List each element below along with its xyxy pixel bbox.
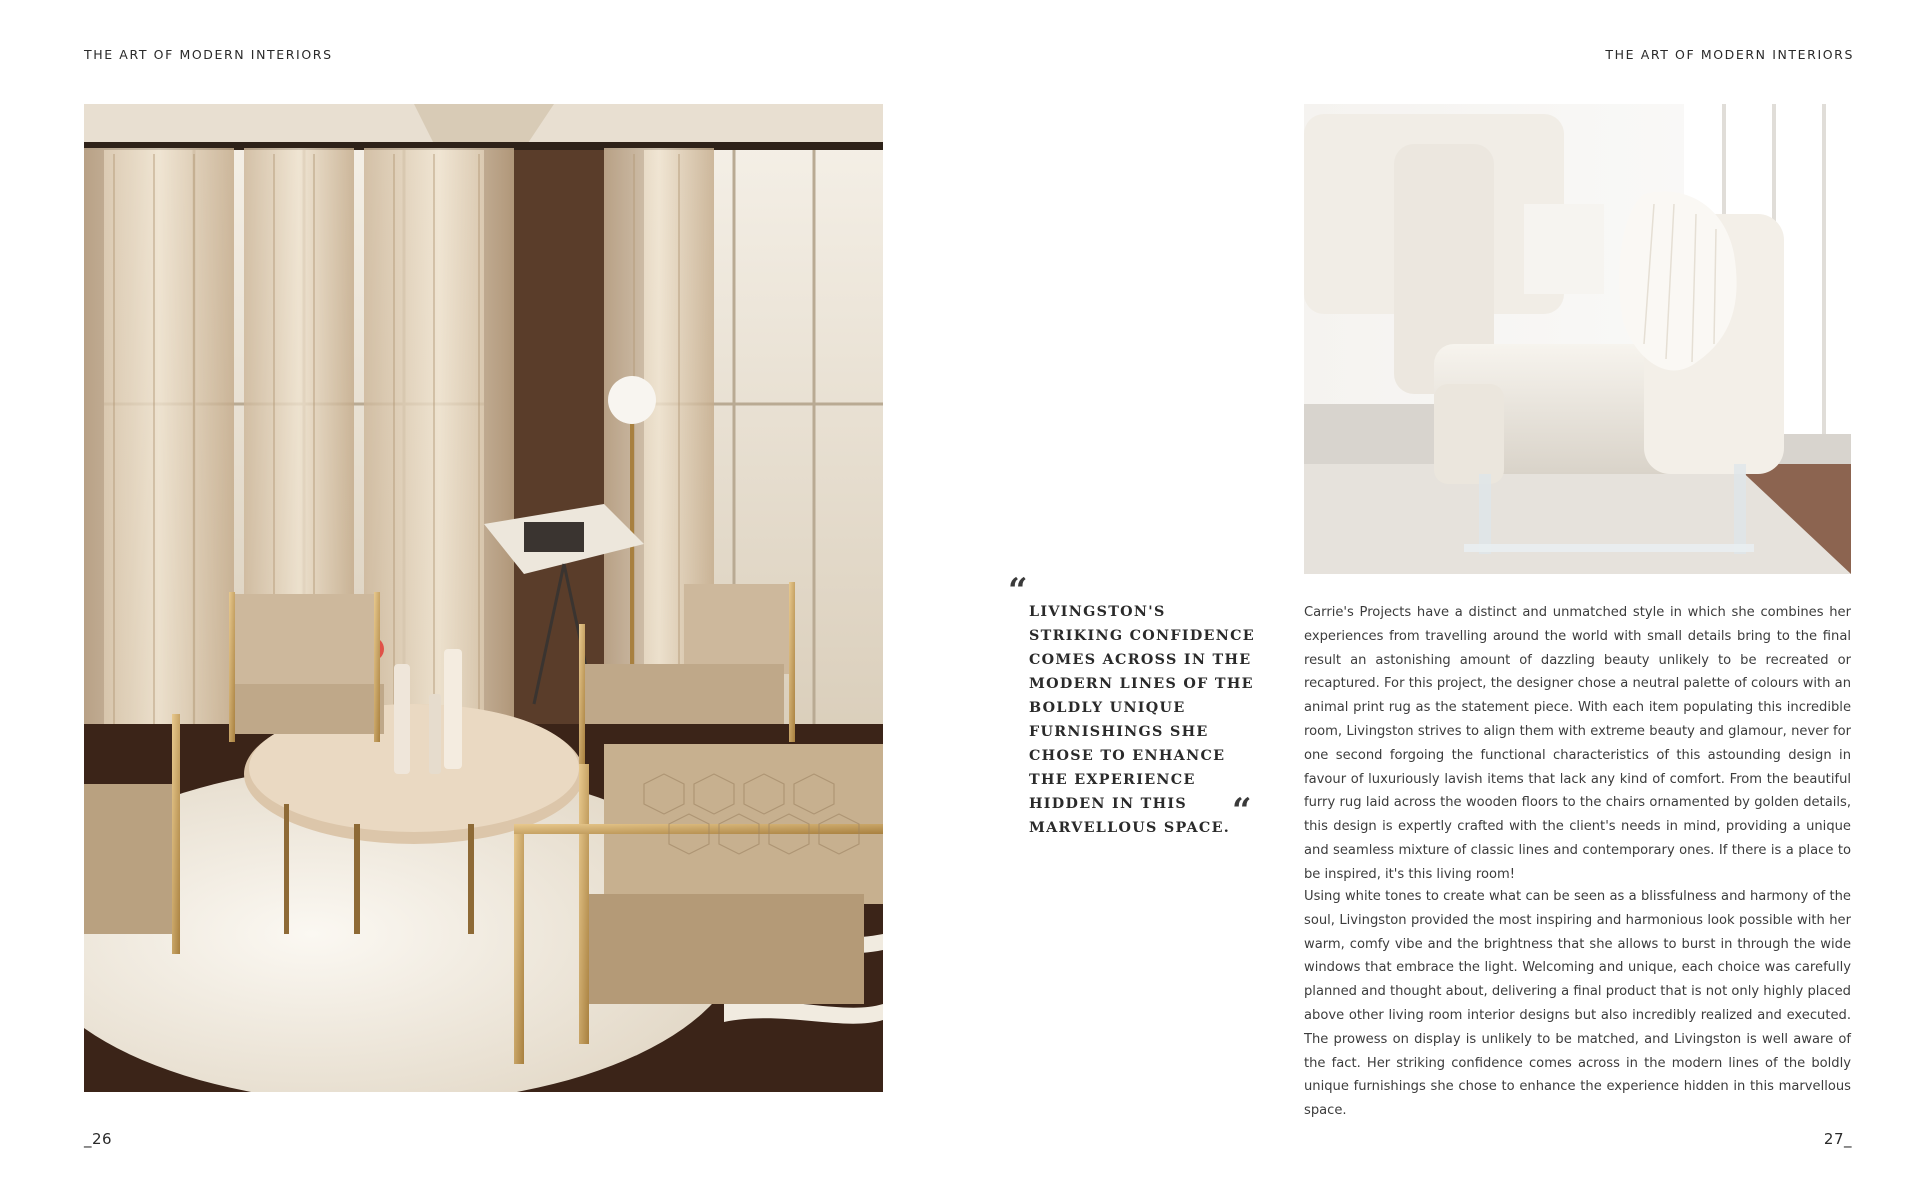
quote-close-mark: “ (1232, 791, 1252, 831)
quote-open-mark: “ (1008, 571, 1028, 611)
body-paragraph: Carrie's Projects have a distinct and unmatched style in which she combines her experiences from travelling around the world with small details bring to the final result an astonishing amount of dazzling beauty unlikely to be recreated or recaptured. For this project, the designer chose a neutral palette of colours with an animal print rug as the statement piece. With each item populating this incredible room, Livingston strives to align them with extreme beauty and glamour, never for one second forgoing the functional characteristics of this astounding design in favour of luxuriously lavish items that lack any kind of comfort. From the beautiful furry rug laid across the wooden floors to the chairs ornamented by golden details, this design is expertly crafted with the client's needs in mind, providing a unique and seamless mixture of classic lines and contemporary ones. If there is a place to be inspired, it's this living room! (1304, 605, 1851, 882)
living-room-photo (84, 104, 883, 1092)
running-head-left: THE ART OF MODERN INTERIORS (84, 47, 333, 62)
page-number-right: 27_ (1823, 1130, 1852, 1148)
pull-quote: LIVINGSTON'S STRIKING CONFIDENCE COMES ACROSS IN THE MODERN LINES OF THE BOLDLY UNIQUE FURNISHINGS SHE CHOSE TO ENHANCE THE EXPERIENCE HIDDEN IN THIS MARVELLOUS SPACE. (1029, 604, 1255, 836)
running-head-right: THE ART OF MODERN INTERIORS (1605, 47, 1854, 62)
white-armchair-photo (1304, 104, 1851, 574)
page-number-left: _26 (84, 1130, 113, 1148)
body-paragraph: Using white tones to create what can be seen as a blissfulness and harmony of the soul, Livingston provided the most inspiring and harmonious look possible with her warm, comfy vibe and the brightness that she allows to burst in through the wide windows that embrace the light. Welcoming and unique, each choice was carefully planned and thought about, delivering a final product that is not only highly placed above other living room interior designs but also incredibly realized and executed. The prowess on display is unlikely to be matched, and Livingston is well aware of the fact. Her striking confidence comes across in the modern lines of the boldly unique furnishings she chose to enhance the experience hidden in this marvellous space. (1304, 889, 1851, 1119)
